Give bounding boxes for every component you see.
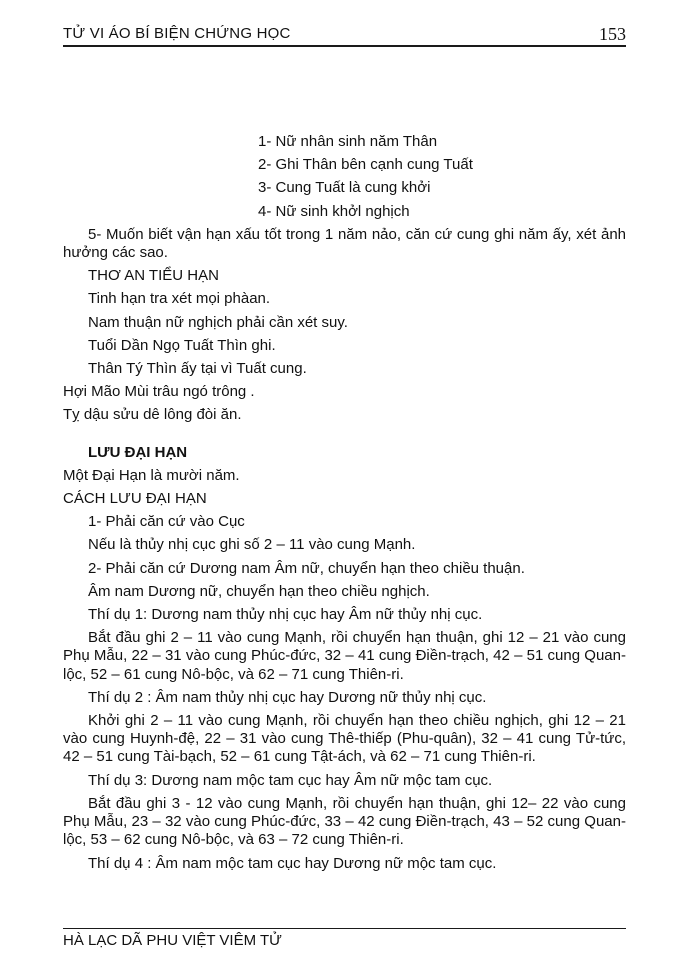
poem-line: Nam thuận nữ nghịch phải cần xét suy. (88, 313, 348, 331)
text-line: Âm nam Dương nữ, chuyển hạn theo chiều nghịch. (88, 582, 430, 600)
example-heading: Thí dụ 1: Dương nam thủy nhị cục hay Âm nữ thủy nhị cục. (88, 606, 483, 624)
numbered-item: 1- Phải căn cứ vào Cục (88, 513, 245, 531)
numbered-item: 4- Nữ sinh khởl nghịch (258, 202, 410, 220)
poem-line: Tỵ dậu sửu dê lông đòi ăn. (63, 406, 242, 424)
paragraph: 5- Muốn biết vận hạn xấu tốt trong 1 năm nảo, căn cứ cung ghi năm ấy, xét ảnh hưởng các sao. (63, 225, 626, 262)
poem-line: Thân Tý Thìn ấy tại vì Tuất cung. (88, 360, 307, 378)
footer-author: HÀ LẠC DÃ PHU VIỆT VIÊM TỬ (63, 932, 282, 949)
page-footer (63, 928, 626, 949)
section-heading: CÁCH LƯU ĐẠI HẠN (63, 490, 207, 508)
page-header (63, 0, 626, 47)
numbered-item: 2- Ghi Thân bên cạnh cung Tuất (258, 156, 473, 174)
numbered-item: 2- Phải căn cứ Dương nam Âm nữ, chuyển hạn theo chiều thuận. (88, 559, 525, 577)
paragraph: Bắt đầu ghi 3 - 12 vào cung Mạnh, rồi chuyển hạn thuận, ghi 12– 22 vào cung Phụ Mẫu, 23 – 32 vào cung Phúc-đức, 33 – 42 cung Điền-trạch, 43 – 52 cung Quan-lộc, 53 – 62 cung Nô-bộc, và 63 – 72 cung Thiên-ri. (63, 794, 626, 849)
poem-line: Tinh hạn tra xét mọi phàan. (88, 290, 271, 308)
numbered-item: 1- Nữ nhân sinh năm Thân (258, 133, 438, 150)
example-heading: Thí dụ 4 : Âm nam mộc tam cục hay Dương nữ mộc tam cục. (88, 854, 497, 872)
poem-line: Tuổi Dần Ngọ Tuất Thìn ghi. (88, 336, 276, 354)
numbered-item: 3- Cung Tuất là cung khởi (258, 179, 431, 197)
page-number: 153 (599, 24, 626, 44)
text-line: Một Đại Hạn là mười năm. (63, 466, 240, 484)
section-heading: LƯU ĐẠI HẠN (88, 443, 188, 461)
section-heading: THƠ AN TIỂU HẠN (88, 267, 219, 285)
text-line: Nếu là thủy nhị cục ghi số 2 – 11 vào cung Mạnh. (88, 536, 416, 554)
paragraph: Khởi ghi 2 – 11 vào cung Mạnh, rồi chuyển hạn theo chiều nghịch, ghi 12 – 21 vào cung Huynh-đệ, 22 – 31 vào cung Thê-thiếp (Phu-quân), 32 – 41 cung Tử-tức, 42 – 51 cung Tài-bạch, 52 – 61 cung Tật-ách, và 62 – 71 cung Thiên-ri. (63, 712, 626, 766)
running-title: TỬ VI ÁO BÍ BIỆN CHỨNG HỌC (63, 25, 291, 42)
example-heading: Thí dụ 3: Dương nam mộc tam cục hay Âm nữ mộc tam cục. (88, 771, 493, 789)
paragraph: Bắt đầu ghi 2 – 11 vào cung Mạnh, rồi chuyển hạn thuận, ghi 12 – 21 vào cung Phụ Mẫu, 22 – 31 vào cung Phúc-đức, 32 – 41 cung Điền-trạch, 42 – 51 cung Quan-lộc, 52 – 61 cung Nô-bộc, và 62 – 71 cung Thiên-ri. (63, 629, 626, 683)
example-heading: Thí dụ 2 : Âm nam thủy nhị cục hay Dương nữ thủy nhị cục. (88, 688, 487, 706)
poem-line: Hợi Mão Mùi trâu ngó trông . (63, 383, 255, 401)
page-body (63, 133, 626, 873)
